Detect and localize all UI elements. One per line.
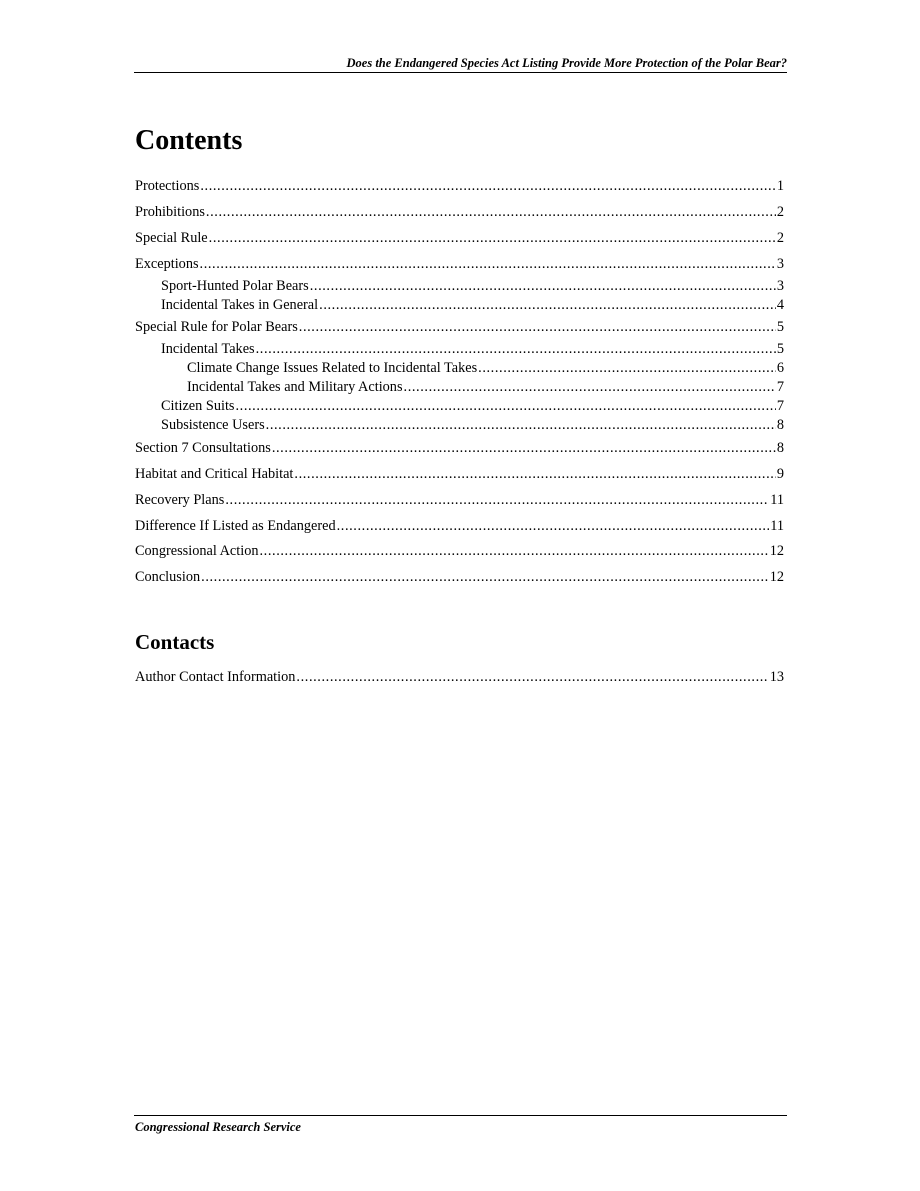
toc-entry-incidental-takes-military-actions[interactable] (187, 379, 784, 396)
toc-entry-label: Section 7 Consultations (135, 440, 271, 456)
toc-entry-author-contact-information[interactable] (135, 669, 784, 686)
running-footer: Congressional Research Service (135, 1120, 301, 1134)
toc-entry-page: 11 (770, 518, 784, 534)
toc-entry-difference-if-endangered[interactable] (135, 518, 784, 535)
toc-entry-page: 8 (776, 417, 784, 433)
toc-entry-label: Congressional Action (135, 543, 259, 559)
toc-entry-prohibitions[interactable] (135, 204, 784, 221)
toc-entry-recovery-plans[interactable] (135, 492, 784, 509)
toc-leader-dots (200, 178, 776, 195)
toc-leader-dots (260, 543, 769, 560)
toc-entry-label: Recovery Plans (135, 492, 225, 508)
toc-entry-label: Conclusion (135, 569, 201, 585)
toc-leader-dots (310, 278, 776, 295)
toc-entry-page: 7 (776, 398, 784, 414)
toc-leader-dots (201, 569, 769, 586)
toc-leader-dots (299, 319, 776, 336)
toc-leader-dots (319, 297, 776, 314)
toc-leader-dots (272, 440, 776, 457)
toc-entry-section-7-consultations[interactable] (135, 440, 784, 457)
running-header: Does the Endangered Species Act Listing Provide More Protection of the Polar Bear? (346, 56, 787, 70)
toc-entry-special-rule-for-polar-bears[interactable] (135, 319, 784, 336)
toc-entry-label: Special Rule for Polar Bears (135, 319, 298, 335)
toc-entry-congressional-action[interactable] (135, 543, 784, 560)
footer-rule (134, 1115, 787, 1116)
toc-entry-label: Exceptions (135, 256, 199, 272)
toc-entry-label: Protections (135, 178, 200, 194)
toc-leader-dots (478, 360, 776, 377)
toc-entry-page: 11 (770, 492, 784, 508)
toc-leader-dots (296, 669, 768, 686)
toc-entry-page: 5 (776, 319, 784, 335)
toc-leader-dots (206, 204, 776, 221)
toc-leader-dots (294, 466, 775, 483)
toc-entry-label: Sport-Hunted Polar Bears (161, 278, 309, 294)
toc-entry-exceptions[interactable] (135, 256, 784, 273)
toc-entry-label: Difference If Listed as Endangered (135, 518, 336, 534)
toc-leader-dots (209, 230, 776, 247)
toc-entry-label: Incidental Takes and Military Actions (187, 379, 403, 395)
toc-entry-label: Author Contact Information (135, 669, 296, 685)
toc-entry-page: 12 (769, 569, 784, 585)
toc-entry-label: Citizen Suits (161, 398, 235, 414)
toc-entry-page: 7 (776, 379, 784, 395)
toc-entry-citizen-suits[interactable] (161, 398, 784, 415)
toc-leader-dots (225, 492, 769, 509)
toc-entry-protections[interactable] (135, 178, 784, 195)
toc-entry-page: 9 (776, 466, 784, 482)
toc-entry-label: Incidental Takes (161, 341, 255, 357)
toc-entry-sport-hunted-polar-bears[interactable] (161, 278, 784, 295)
contents-heading: Contents (135, 125, 243, 156)
toc-entry-label: Climate Change Issues Related to Incidental Takes (187, 360, 478, 376)
toc-entry-label: Habitat and Critical Habitat (135, 466, 294, 482)
toc-entry-label: Special Rule (135, 230, 208, 246)
toc-entry-page: 13 (769, 669, 784, 685)
header-rule (134, 72, 787, 73)
toc-entry-page: 5 (776, 341, 784, 357)
toc-entry-page: 8 (776, 440, 784, 456)
toc-entry-incidental-takes-in-general[interactable] (161, 297, 784, 314)
toc-entry-subsistence-users[interactable] (161, 417, 784, 434)
toc-entry-special-rule[interactable] (135, 230, 784, 247)
toc-entry-page: 4 (776, 297, 784, 313)
toc-entry-page: 6 (776, 360, 784, 376)
toc-leader-dots (266, 417, 776, 434)
contacts-heading: Contacts (135, 630, 215, 654)
toc-entry-conclusion[interactable] (135, 569, 784, 586)
toc-entry-habitat-critical-habitat[interactable] (135, 466, 784, 483)
toc-entry-label: Prohibitions (135, 204, 205, 220)
toc-entry-climate-change-issues[interactable] (187, 360, 784, 377)
toc-leader-dots (337, 518, 770, 535)
toc-entry-page: 12 (769, 543, 784, 559)
toc-entry-page: 1 (776, 178, 784, 194)
toc-entry-incidental-takes[interactable] (161, 341, 784, 358)
toc-leader-dots (256, 341, 776, 358)
toc-leader-dots (200, 256, 776, 273)
toc-entry-page: 3 (776, 256, 784, 272)
toc-entry-page: 2 (776, 204, 784, 220)
toc-entry-page: 2 (776, 230, 784, 246)
toc-entry-label: Subsistence Users (161, 417, 265, 433)
toc-entry-page: 3 (776, 278, 784, 294)
toc-leader-dots (404, 379, 776, 396)
toc-leader-dots (235, 398, 775, 415)
toc-entry-label: Incidental Takes in General (161, 297, 319, 313)
